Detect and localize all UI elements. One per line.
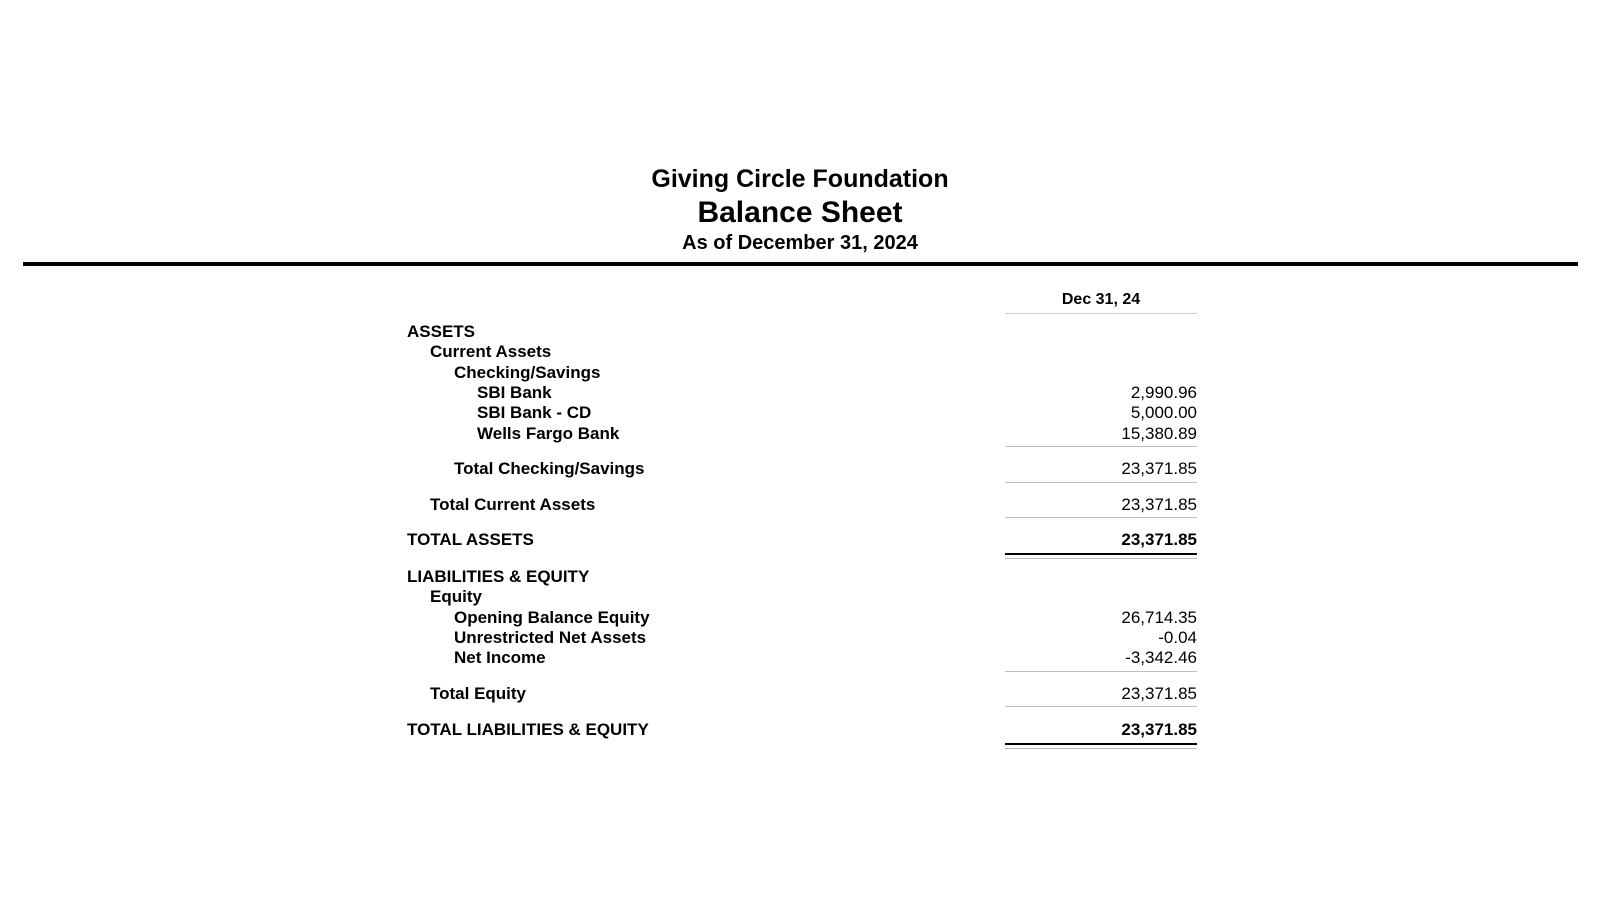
row-amount: 2,990.96: [1130, 383, 1197, 402]
subtotal-line: [1005, 446, 1197, 447]
row-label: ASSETS: [407, 322, 476, 341]
grand-total-double-line: [1005, 743, 1197, 749]
row-label: Total Equity: [430, 684, 527, 703]
row-wells-fargo-bank: [0, 424, 1600, 444]
row-label: SBI Bank: [477, 383, 552, 402]
row-label: Net Income: [454, 648, 546, 667]
row-amount: 5,000.00: [1130, 403, 1197, 422]
report-date: As of December 31, 2024: [682, 232, 918, 254]
grand-total-double-line: [1005, 553, 1197, 559]
row-amount: 15,380.89: [1121, 424, 1197, 443]
row-amount: 23,371.85: [1121, 684, 1197, 703]
column-header-underline: [1005, 313, 1197, 314]
subtotal-line: [1005, 706, 1197, 707]
row-total-current-assets: [0, 495, 1600, 515]
organization-name: Giving Circle Foundation: [651, 165, 949, 193]
row-label: TOTAL ASSETS: [407, 530, 534, 549]
row-checking-savings: [0, 363, 1600, 383]
column-header-date: Dec 31, 24: [1061, 291, 1141, 308]
row-amount: 23,371.85: [1121, 459, 1197, 478]
subtotal-line: [1005, 671, 1197, 672]
row-equity: [0, 587, 1600, 607]
row-label: Checking/Savings: [454, 363, 601, 382]
row-label: Wells Fargo Bank: [477, 424, 620, 443]
row-assets: [0, 322, 1600, 342]
row-net-income: [0, 648, 1600, 668]
row-total-liabilities-equity: [0, 720, 1600, 740]
row-sbi-bank: [0, 383, 1600, 403]
row-liabilities-equity: [0, 567, 1600, 587]
row-total-assets: [0, 530, 1600, 550]
row-label: Total Checking/Savings: [454, 459, 645, 478]
row-current-assets: [0, 342, 1600, 362]
row-opening-balance-equity: [0, 608, 1600, 628]
row-amount: 23,371.85: [1121, 530, 1197, 549]
row-label: LIABILITIES & EQUITY: [407, 567, 590, 586]
row-amount: 23,371.85: [1121, 495, 1197, 514]
row-sbi-bank-cd: [0, 403, 1600, 423]
row-label: Opening Balance Equity: [454, 608, 650, 627]
row-unrestricted-net-assets: [0, 628, 1600, 648]
row-label: TOTAL LIABILITIES & EQUITY: [407, 720, 649, 739]
row-amount: 23,371.85: [1121, 720, 1197, 739]
row-label: SBI Bank - CD: [477, 403, 592, 422]
row-amount: -0.04: [1158, 628, 1197, 647]
row-label: Unrestricted Net Assets: [454, 628, 647, 647]
row-total-checking-savings: [0, 459, 1600, 479]
row-label: Equity: [430, 587, 482, 606]
row-label: Total Current Assets: [430, 495, 596, 514]
row-amount: -3,342.46: [1125, 648, 1197, 667]
subtotal-line: [1005, 482, 1197, 483]
row-total-equity: [0, 684, 1600, 704]
row-label: Current Assets: [430, 342, 552, 361]
row-amount: 26,714.35: [1121, 608, 1197, 627]
report-title: Balance Sheet: [697, 196, 903, 229]
subtotal-line: [1005, 517, 1197, 518]
